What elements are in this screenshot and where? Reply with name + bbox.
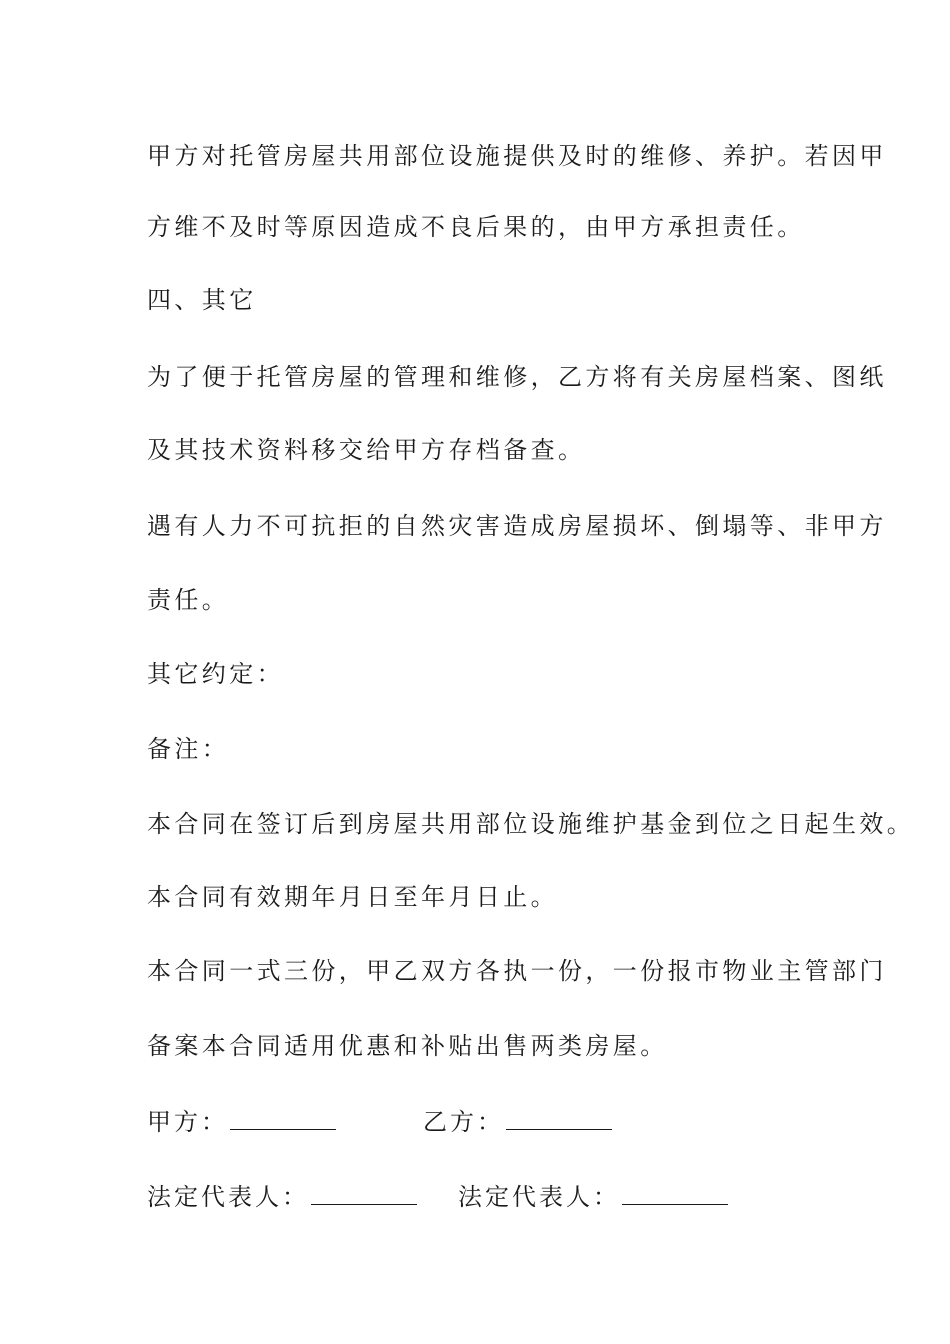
paragraph-line-10: 备案本合同适用优惠和补贴出售两类房屋。 (147, 1032, 668, 1060)
paragraph-line-2: 方维不及时等原因造成不良后果的，由甲方承担责任。 (147, 213, 805, 241)
remarks-label: 备注： (147, 735, 230, 763)
paragraph-line-5: 遇有人力不可抗拒的自然灾害造成房屋损坏、倒塌等、非甲方 (147, 512, 887, 540)
paragraph-line-3: 为了便于托管房屋的管理和维修，乙方将有关房屋档案、图纸 (147, 363, 887, 391)
rep-b-signature (458, 1181, 728, 1213)
party-b-signature (423, 1106, 612, 1138)
rep-b-label: 法定代表人： (458, 1183, 620, 1211)
rep-a-blank (311, 1184, 417, 1205)
section-heading-other: 四、其它 (147, 286, 257, 314)
paragraph-line-1: 甲方对托管房屋共用部位设施提供及时的维修、养护。若因甲 (147, 142, 887, 170)
rep-a-signature (147, 1181, 417, 1213)
party-b-blank (506, 1109, 612, 1130)
rep-a-label: 法定代表人： (147, 1183, 309, 1211)
rep-b-blank (622, 1184, 728, 1205)
party-a-signature (147, 1106, 336, 1138)
paragraph-line-7: 本合同在签订后到房屋共用部位设施维护基金到位之日起生效。 (147, 810, 915, 838)
other-agreements-label: 其它约定： (147, 660, 284, 688)
paragraph-line-4: 及其技术资料移交给甲方存档备查。 (147, 436, 586, 464)
paragraph-line-6: 责任。 (147, 586, 230, 614)
paragraph-line-8: 本合同有效期年月日至年月日止。 (147, 883, 558, 911)
party-a-blank (230, 1109, 336, 1130)
party-b-label: 乙方： (423, 1108, 504, 1136)
party-a-label: 甲方： (147, 1108, 228, 1136)
paragraph-line-9: 本合同一式三份，甲乙双方各执一份，一份报市物业主管部门 (147, 957, 887, 985)
